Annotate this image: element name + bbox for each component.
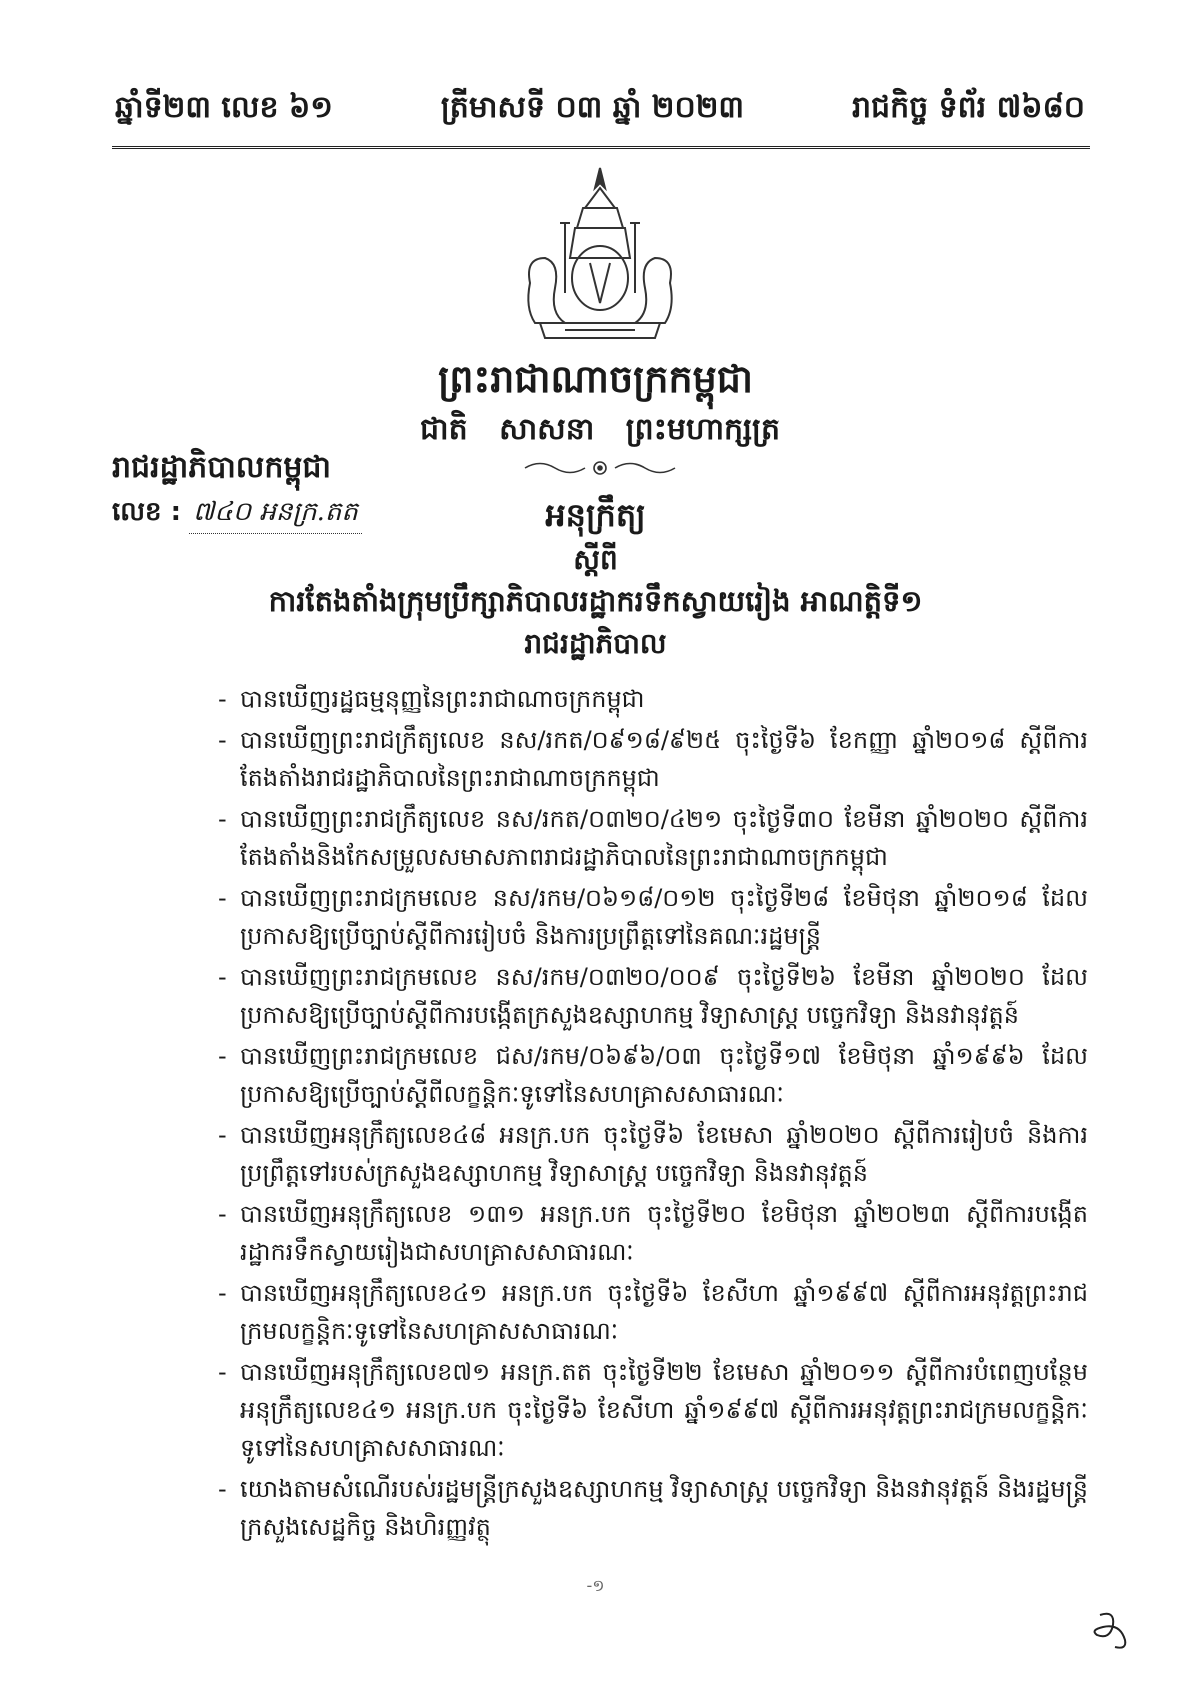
year-issue: ឆ្នាំទី២៣ លេខ ៦១ [115,90,333,125]
clause-item: - បានឃើញព្រះរាជក្រឹត្យលេខ នស/រកត/០៩១៨/៩២៥ ចុះថ្ងៃទី៦ ខែកញ្ញា ឆ្នាំ២០១៨ ស្តីពីការតែងតាំងរាជរដ្ឋាភិបាលនៃព្រះរាជាណាចក្រកម្ពុជា [218,721,1088,797]
subject-label: ស្តីពី [573,543,618,576]
royal-coat-of-arms-icon [505,163,695,353]
clause-item: - បានឃើញរដ្ឋធម្មនុញ្ញនៃព្រះរាជាណាចក្រកម្ពុជា [218,680,1088,718]
motto-king: ព្រះមហាក្សត្រ [625,412,780,447]
number-label: លេខ : [112,497,181,527]
clause-item: - បានឃើញព្រះរាជក្រមលេខ នស/រកម/០៦១៨/០១២ ចុះថ្ងៃទី២៨ ខែមិថុនា ឆ្នាំ២០១៨ ដែលប្រកាសឱ្យប្រើច្បាប់ស្តីពីការរៀបចំ និងការប្រព្រឹត្តទៅនៃគណៈរដ្ឋមន្ត្រី [218,879,1088,955]
page-number: -១ [586,1576,605,1595]
document-type: អនុក្រឹត្យ [545,496,646,534]
gazette-header [115,88,1085,132]
motto-nation: ជាតិ [420,412,468,447]
ornament-divider-icon [520,455,680,481]
clause-item: - បានឃើញអនុក្រឹត្យលេខ ១៣១ អនក្រ.បក ចុះថ្ងៃទី២០ ខែមិថុនា ឆ្នាំ២០២៣ ស្តីពីការបង្កើតរដ្ឋាករទឹកស្វាយរៀងជាសហគ្រាសសាធារណៈ [218,1195,1088,1271]
clause-item: - បានឃើញព្រះរាជក្រឹត្យលេខ នស/រកត/០៣២០/៤២១ ចុះថ្ងៃទី៣០ ខែមីនា ឆ្នាំ២០២០ ស្តីពីការតែងតាំងនិងកែសម្រួលសមាសភាពរាជរដ្ឋាភិបាលនៃព្រះរាជាណាចក្រកម្ពុជា [218,800,1088,876]
clause-item: - បានឃើញអនុក្រឹត្យលេខ៧១ អនក្រ.តត ចុះថ្ងៃទី២២ ខែមេសា ឆ្នាំ២០១១ ស្តីពីការបំពេញបន្ថែមអនុក្រឹត្យលេខ៤១ អនក្រ.បក ចុះថ្ងៃទី៦ ខែសីហា ឆ្នាំ១៩៩៧ ស្តីពីការអនុវត្តព្រះរាជក្រមលក្ខន្តិកៈទូទៅនៃសហគ្រាសសាធារណៈ [218,1353,1088,1467]
government-name: រាជរដ្ឋាភិបាលកម្ពុជា [112,450,331,485]
preamble-clauses [218,680,1088,1549]
clause-item: - បានឃើញព្រះរាជក្រមលេខ ជស/រកម/០៦៩៦/០៣ ចុះថ្ងៃទី១៧ ខែមិថុនា ឆ្នាំ១៩៩៦ ដែលប្រកាសឱ្យប្រើច្បាប់ស្តីពីលក្ខន្តិកៈទូទៅនៃសហគ្រាសសាធារណៈ [218,1037,1088,1113]
clause-item: - បានឃើញអនុក្រឹត្យលេខ៤៨ អនក្រ.បក ចុះថ្ងៃទី៦ ខែមេសា ឆ្នាំ២០២០ ស្តីពីការរៀបចំ និងការប្រព្រឹត្តទៅរបស់ក្រសួងឧស្សាហកម្ម វិទ្យាសាស្ត្រ បច្ចេកវិទ្យា និងនវានុវត្តន៍ [218,1116,1088,1192]
clause-item: - យោងតាមសំណើរបស់រដ្ឋមន្ត្រីក្រសួងឧស្សាហកម្ម វិទ្យាសាស្ត្រ បច្ចេកវិទ្យា និងនវានុវត្តន៍ និងរដ្ឋមន្ត្រីក្រសួងសេដ្ឋកិច្ច និងហិរញ្ញវត្ថុ [218,1470,1088,1546]
number-value: ៧៤០ អនក្រ.តត [189,495,362,534]
clause-item: - បានឃើញព្រះរាជក្រមលេខ នស/រកម/០៣២០/០០៩ ចុះថ្ងៃទី២៦ ខែមីនា ឆ្នាំ២០២០ ដែលប្រកាសឱ្យប្រើច្បាប់ស្តីពីការបង្កើតក្រសួងឧស្សាហកម្ម វិទ្យាសាស្ត្រ បច្ចេកវិទ្យា និងនវានុវត្តន៍ [218,958,1088,1034]
signature-initial-icon [1085,1605,1135,1655]
gazette-page-ref: រាជកិច្ច ទំព័រ ៧៦៨០ [851,90,1085,125]
kingdom-title: ព្រះរាជាណាចក្រកម្ពុជា [438,357,753,401]
clause-item: - បានឃើញអនុក្រឹត្យលេខ៤១ អនក្រ.បក ចុះថ្ងៃទី៦ ខែសីហា ឆ្នាំ១៩៩៧ ស្តីពីការអនុវត្តព្រះរាជក្រមលក្ខន្តិកៈទូទៅនៃសហគ្រាសសាធារណៈ [218,1274,1088,1350]
national-motto [420,410,780,454]
gazette-date: ត្រីមាសទី ០៣ ឆ្នាំ ២០២៣ [440,90,745,125]
header-divider [112,146,1090,149]
document-subject: ការតែងតាំងក្រុមប្រឹក្សាភិបាលរដ្ឋាករទឹកស្វាយរៀង អាណត្តិទី១ [268,584,923,618]
motto-religion: សាសនា [499,412,595,447]
issuer: រាជរដ្ឋាភិបាល [524,627,667,660]
